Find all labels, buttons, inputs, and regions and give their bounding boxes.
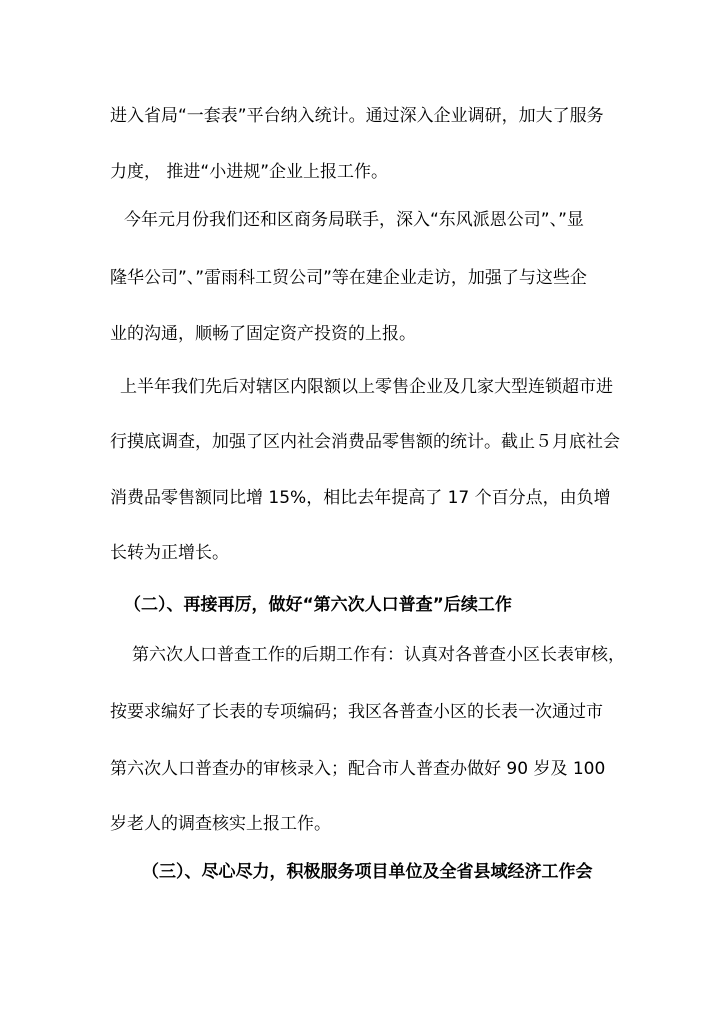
paragraph-line-5: 业的沟通，顺畅了固定资产投资的上报。 (110, 324, 416, 344)
paragraph-line-3: 今年元月份我们还和区商务局联手，深入“东风派恩公司”、”显 (124, 210, 584, 230)
section-heading-3: （三）、尽心尽力，积极服务项目单位及全省县域经济工作会 (142, 862, 593, 882)
paragraph-line-12: 第六次人口普查办的审核录入；配合市人普查办做好 90 岁及 100 (110, 759, 606, 779)
paragraph-line-1: 进入省局“一套表”平台纳入统计。通过深入企业调研，加大了服务 (110, 106, 604, 126)
paragraph-line-9: 长转为正增长。 (110, 543, 229, 563)
paragraph-line-7: 行摸底调查，加强了区内社会消费品零售额的统计。截止５月底社会 (110, 432, 620, 452)
paragraph-line-8: 消费品零售额同比增 15%，相比去年提高了 17 个百分点，由负增 (110, 488, 611, 508)
paragraph-line-2: 力度， 推进“小进规”企业上报工作。 (110, 162, 389, 182)
paragraph-line-11: 按要求编好了长表的专项编码；我区各普查小区的长表一次通过市 (110, 702, 603, 722)
paragraph-line-4: 隆华公司”、”雷雨科工贸公司”等在建企业走访，加强了与这些企 (110, 268, 587, 288)
paragraph-line-13: 岁老人的调查核实上报工作。 (110, 814, 331, 834)
paragraph-line-6: 上半年我们先后对辖区内限额以上零售企业及几家大型连锁超市进 (120, 377, 613, 397)
paragraph-line-10: 第六次人口普查工作的后期工作有：认真对各普查小区长表审核， (132, 645, 625, 665)
section-heading-2: （二）、再接再厉，做好“第六次人口普查”后续工作 (124, 595, 512, 615)
